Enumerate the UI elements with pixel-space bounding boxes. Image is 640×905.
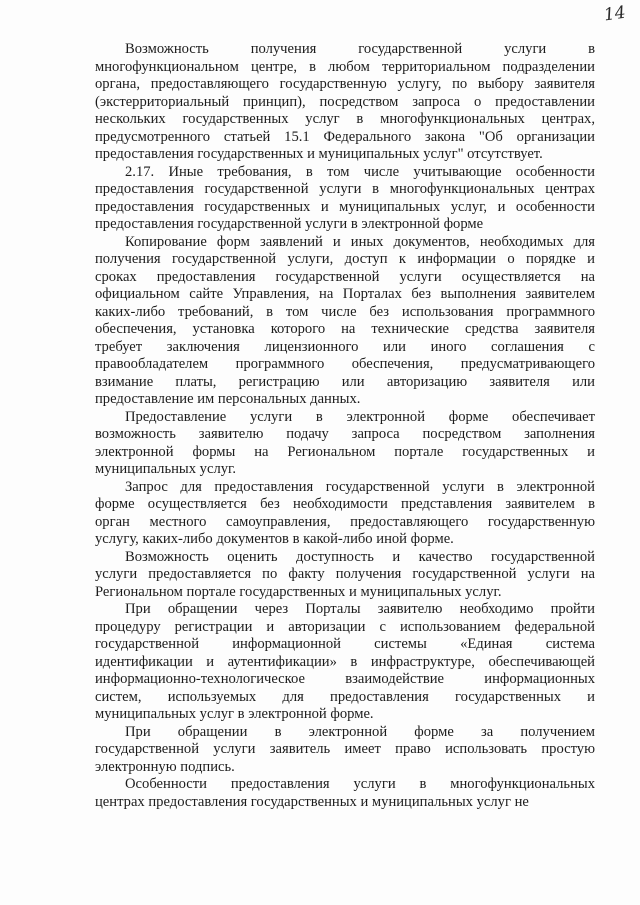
paragraph-line: электронной формы на Региональном портале государственных и [95,443,595,460]
paragraph-line: орган местного самоуправления, предоставляющего государственную [95,513,595,530]
paragraph-line: услугу, каких-либо документов в какой-либо иной форме. [95,531,454,547]
paragraph-line: Особенности предоставления услуги в многофункциональных [125,776,595,792]
paragraph-line: государственной информационной системы «Единая система [95,636,595,652]
paragraph-line: государственной услуги заявитель имеет право использовать простую [95,741,595,757]
paragraph-line: предоставление им персональных данных. [95,391,361,407]
paragraph-line: Предоставление услуги в электронной форме обеспечивает [125,408,595,425]
paragraph [95,41,595,164]
paragraph-line: органа, предоставляющего государственную услугу, по выбору заявителя [95,76,595,92]
paragraph [95,601,595,724]
paragraph-line: требует заключения лицензионного или иного соглашения с [95,338,595,355]
paragraph-line: получения государственной услуги, доступ к информации о порядке и [95,251,595,267]
paragraph-line: сроках предоставления государственной услуги осуществляется на [95,268,595,285]
paragraph-line: предоставления государственных и муниципальных услуг" отсутствует. [95,146,543,162]
paragraph-line: идентификации и аутентификации» в инфраструктуре, обеспечивающей [95,653,595,670]
paragraph-line: официальном сайте Управления, на Порталах без выполнения заявителем [95,286,595,302]
paragraph-line: предусмотренного статьей 15.1 Федерального закона "Об организации [95,128,595,145]
paragraph [95,776,595,811]
paragraph-line: муниципальных услуг. [95,461,237,477]
paragraph-line: муниципальных услуг в электронной форме. [95,706,374,722]
paragraph-line: каких-либо требований, в том числе без использования программного [95,303,595,320]
paragraph-line: информационно-технологическое взаимодействие информационных [95,671,595,687]
paragraph-line: предоставления государственной услуги в электронной форме [95,216,484,232]
paragraph-line: При обращении через Порталы заявителю необходимо пройти [125,601,595,617]
paragraph-line: правообладателем программного обеспечения, предусматривающего [95,356,595,372]
paragraph-line: форме осуществляется без необходимости представления заявителем в [95,496,595,512]
paragraph [95,409,595,479]
paragraph-line: (экстерриториальный принцип), посредством запроса о предоставлении [95,93,595,110]
paragraph-line: процедуру регистрации и авторизации с использованием федеральной [95,618,595,635]
paragraph-line: многофункциональном центре, в любом территориальном подразделении [95,58,595,75]
paragraph [95,479,595,549]
document-body [95,41,595,811]
paragraph [95,724,595,777]
paragraph-line: возможность заявителю подачу запроса посредством заполнения [95,426,595,442]
paragraph-line: обеспечения, установка которого на технические средства заявителя [95,321,595,337]
paragraph-line: предоставления государственных и муниципальных услуг, и особенности [95,198,595,215]
handwritten-page-number: 14 [603,2,628,26]
paragraph-line: При обращении в электронной форме за получением [125,723,595,740]
paragraph-line: Копирование форм заявлений и иных документов, необходимых для [125,233,595,250]
paragraph-line: предоставления государственной услуги в многофункциональных центрах [95,181,595,197]
paragraph-line: Запрос для предоставления государственной услуги в электронной [125,478,595,495]
paragraph-line: 2.17. Иные требования, в том числе учитывающие особенности [125,163,595,180]
paragraph-line: взимание платы, регистрацию или авторизацию заявителя или [95,373,595,390]
paragraph-line: центрах предоставления государственных и муниципальных услуг не [95,793,529,810]
paragraph-line: услуги предоставляется по факту получения государственной услуги на [95,566,595,582]
paragraph-line: электронную подпись. [95,758,235,775]
paragraph [95,234,595,409]
paragraph [95,164,595,234]
paragraph-line: Региональном портале государственных и муниципальных услуг. [95,583,502,600]
paragraph [95,549,595,602]
paragraph-line: систем, используемых для предоставления государственных и [95,688,595,705]
paragraph-line: Возможность оценить доступность и качество государственной [125,548,595,565]
paragraph-line: Возможность получения государственной услуги в [125,41,595,57]
paragraph-line: нескольких государственных услуг в многофункциональных центрах, [95,111,595,127]
